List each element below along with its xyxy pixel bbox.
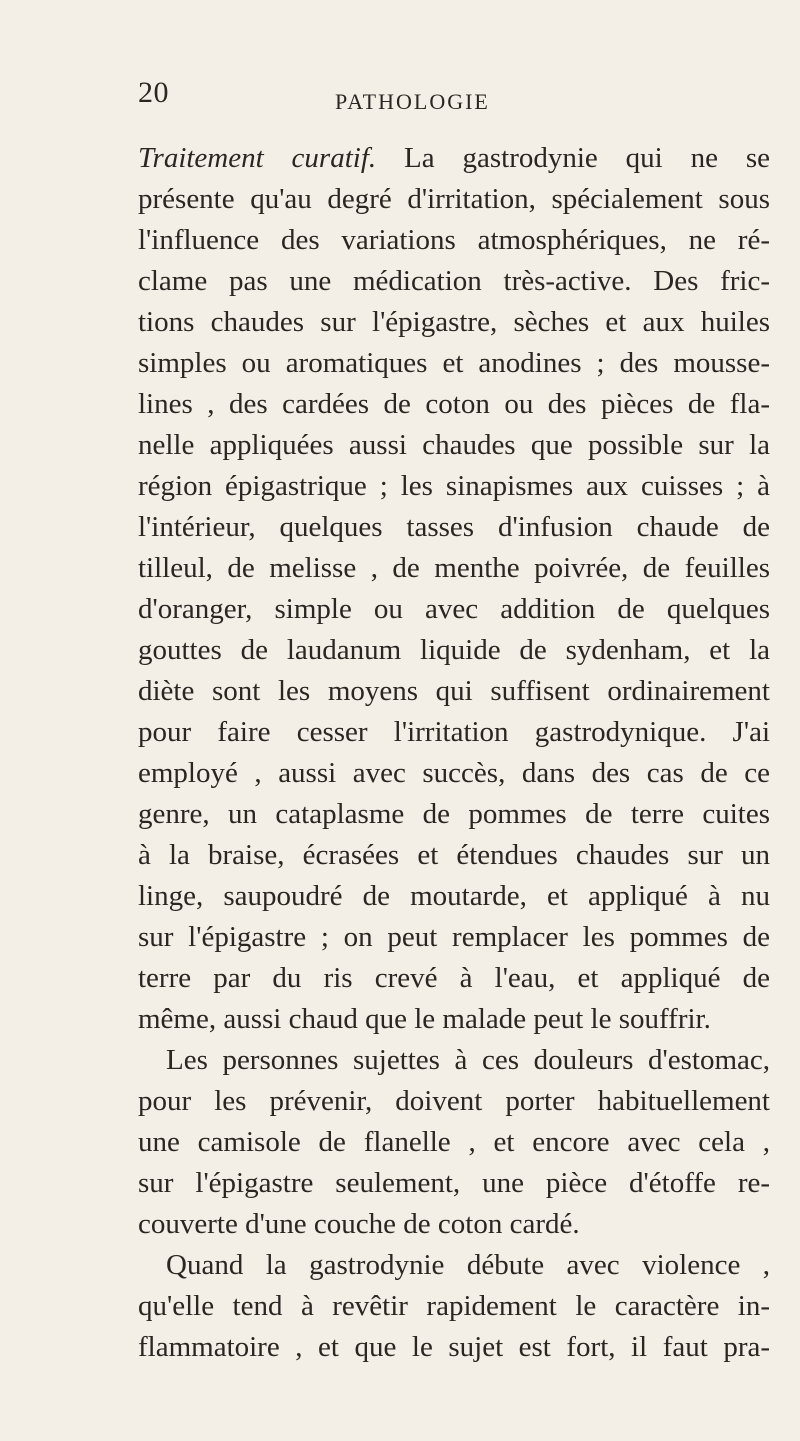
text-line: tions chaudes sur l'épigastre, sèches et aux huiles [138, 306, 770, 338]
text-line: genre, un cataplasme de pommes de terre cuites [138, 798, 770, 830]
text-line: présente qu'au degré d'irritation, spécialement sous [138, 183, 770, 215]
text-line: Les personnes sujettes à ces douleurs d'estomac, [166, 1044, 770, 1076]
text-line: sur l'épigastre ; on peut remplacer les pommes de [138, 921, 770, 953]
text-line: linge, saupoudré de moutarde, et appliqué à nu [138, 880, 770, 912]
text-line: à la braise, écrasées et étendues chaudes sur un [138, 839, 770, 871]
text-line: nelle appliquées aussi chaudes que possible sur la [138, 429, 770, 461]
text-line: lines , des cardées de coton ou des pièces de fla- [138, 388, 770, 420]
text-line: simples ou aromatiques et anodines ; des mousse- [138, 347, 770, 379]
text-line: couverte d'une couche de coton cardé. [138, 1208, 580, 1240]
text-line: d'oranger, simple ou avec addition de quelques [138, 593, 770, 625]
text-line: région épigastrique ; les sinapismes aux cuisses ; à [138, 470, 770, 502]
text-line: tilleul, de melisse , de menthe poivrée, de feuilles [138, 552, 770, 584]
section-heading: Traitement curatif. [138, 142, 377, 174]
text-line: pour faire cesser l'irritation gastrodynique. J'ai [138, 716, 770, 748]
text-line: sur l'épigastre seulement, une pièce d'étoffe re- [138, 1167, 770, 1199]
text-line: même, aussi chaud que le malade peut le souffrir. [138, 1003, 711, 1035]
text-line: employé , aussi avec succès, dans des cas de ce [138, 757, 770, 789]
running-head: PATHOLOGIE [335, 89, 490, 114]
page-number: 20 [138, 76, 169, 109]
text-line: pour les prévenir, doivent porter habituellement [138, 1085, 770, 1117]
text-line: clame pas une médication très-active. Des fric- [138, 265, 770, 297]
text-line: flammatoire , et que le sujet est fort, il faut pra- [138, 1331, 770, 1363]
text-line: Quand la gastrodynie débute avec violence , [166, 1249, 770, 1281]
text-line [138, 138, 770, 179]
text-line: une camisole de flanelle , et encore avec cela , [138, 1126, 770, 1158]
text-line: l'intérieur, quelques tasses d'infusion chaude de [138, 511, 770, 543]
text-line-content: La gastrodynie qui ne se [376, 142, 771, 174]
text-line: terre par du ris crevé à l'eau, et appliqué de [138, 962, 770, 994]
body-text [138, 138, 770, 1368]
text-line: l'influence des variations atmosphériques, ne ré- [138, 224, 770, 256]
text-line: gouttes de laudanum liquide de sydenham, et la [138, 634, 770, 666]
text-line: diète sont les moyens qui suffisent ordinairement [138, 675, 770, 707]
text-line: qu'elle tend à revêtir rapidement le caractère in- [138, 1290, 770, 1322]
